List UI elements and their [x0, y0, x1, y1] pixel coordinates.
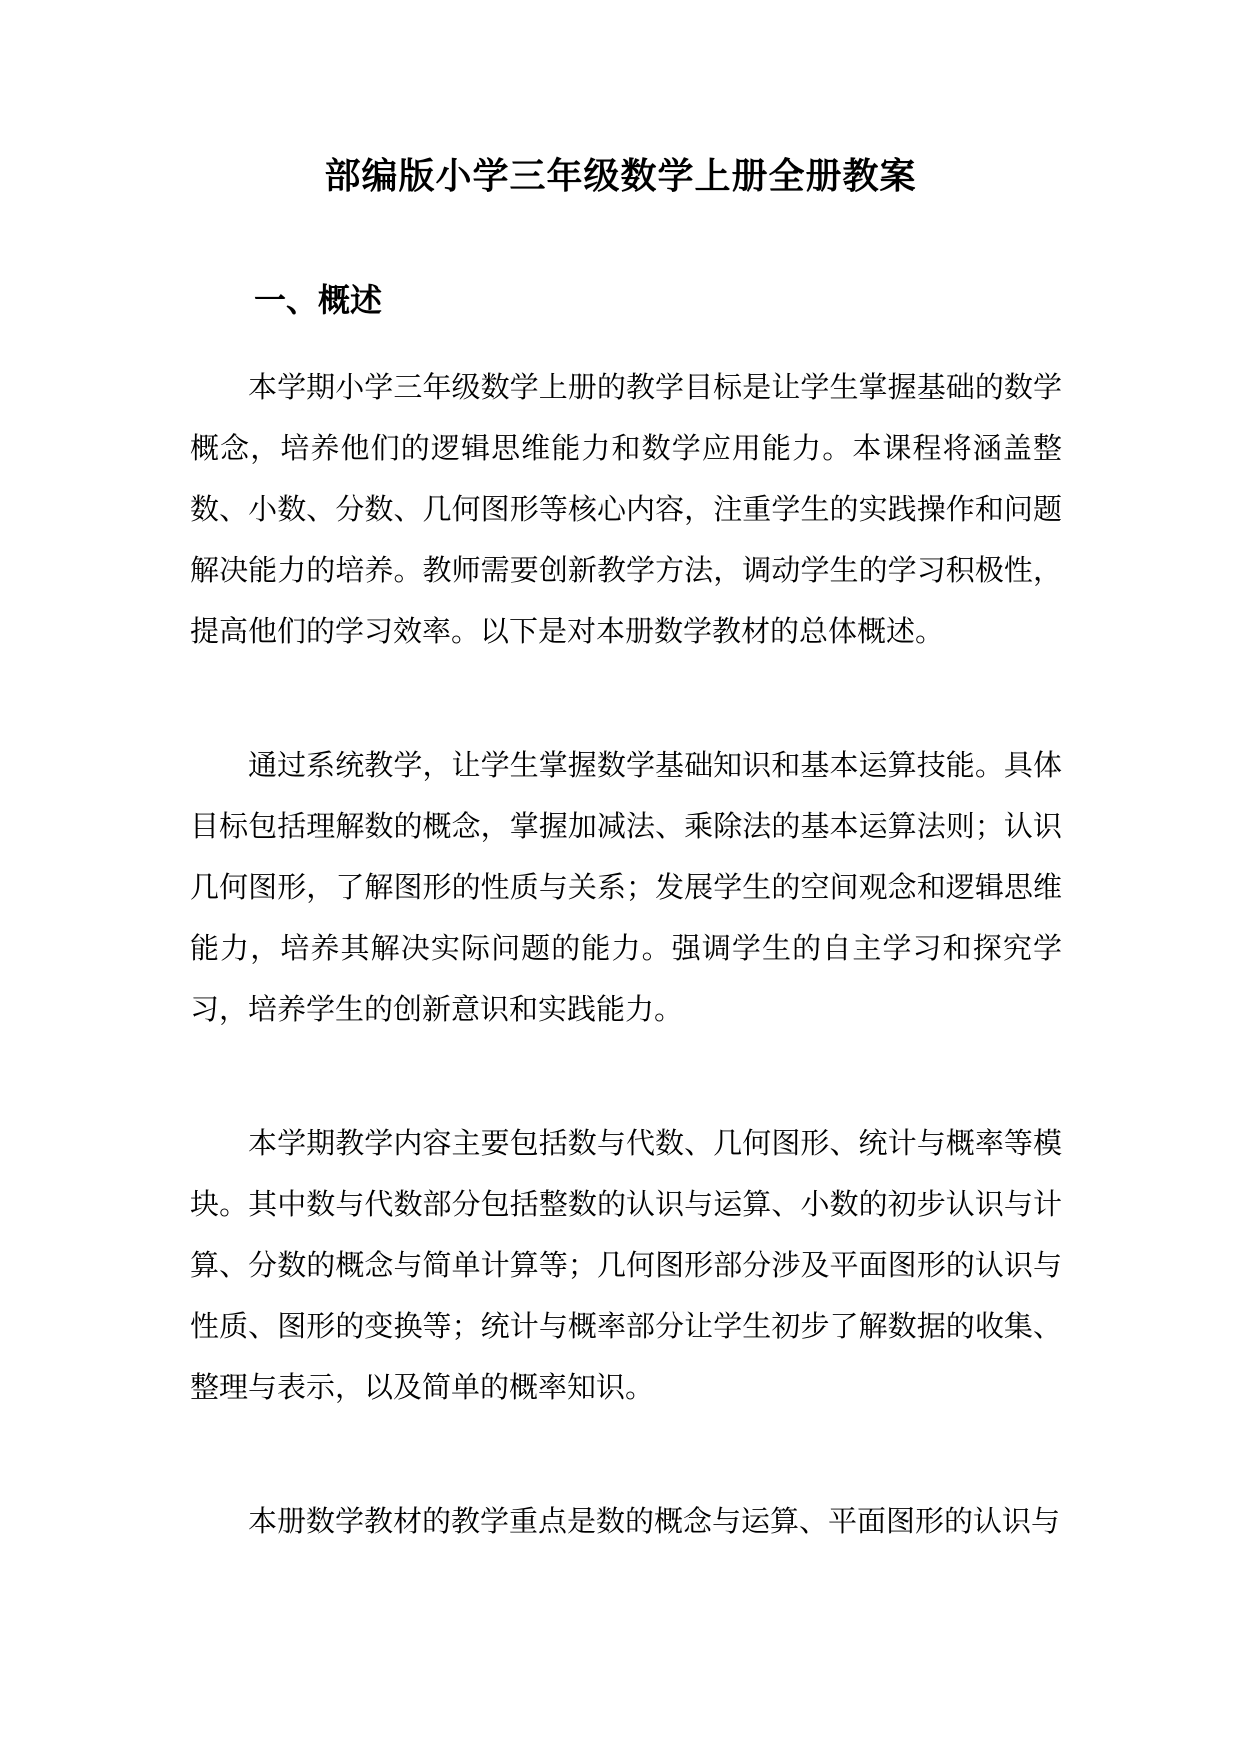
document-title: 部编版小学三年级数学上册全册教案 — [324, 155, 917, 197]
paragraph-overview-2: 通过系统教学，让学生掌握数学基础知识和基本运算技能。具体目标包括理解数的概念，掌握加减法、乘除法的基本运算法则；认识几何图形，了解图形的性质与关系；发展学生的空间观念和逻辑思维能力，培养其解决实际问题的能力。强调学生的自主学习和探究学习，培养学生的创新意识和实践能力。 — [190, 748, 1062, 1026]
section-heading: 一、概述 — [254, 281, 383, 319]
paragraph-overview-3: 本学期教学内容主要包括数与代数、几何图形、统计与概率等模块。其中数与代数部分包括整数的认识与运算、小数的初步认识与计算、分数的概念与简单计算等；几何图形部分涉及平面图形的认识与性质、图形的变换等；统计与概率部分让学生初步了解数据的收集、整理与表示，以及简单的概率知识。 — [190, 1126, 1062, 1404]
paragraph-overview-4: 本册数学教材的教学重点是数的概念与运算、平面图形的认识与 — [248, 1504, 1061, 1538]
paragraph-overview-1: 本学期小学三年级数学上册的教学目标是让学生掌握基础的数学概念，培养他们的逻辑思维能力和数学应用能力。本课程将涵盖整数、小数、分数、几何图形等核心内容，注重学生的实践操作和问题解决能力的培养。教师需要创新教学方法，调动学生的学习积极性，提高他们的学习效率。以下是对本册数学教材的总体概述。 — [190, 370, 1062, 648]
